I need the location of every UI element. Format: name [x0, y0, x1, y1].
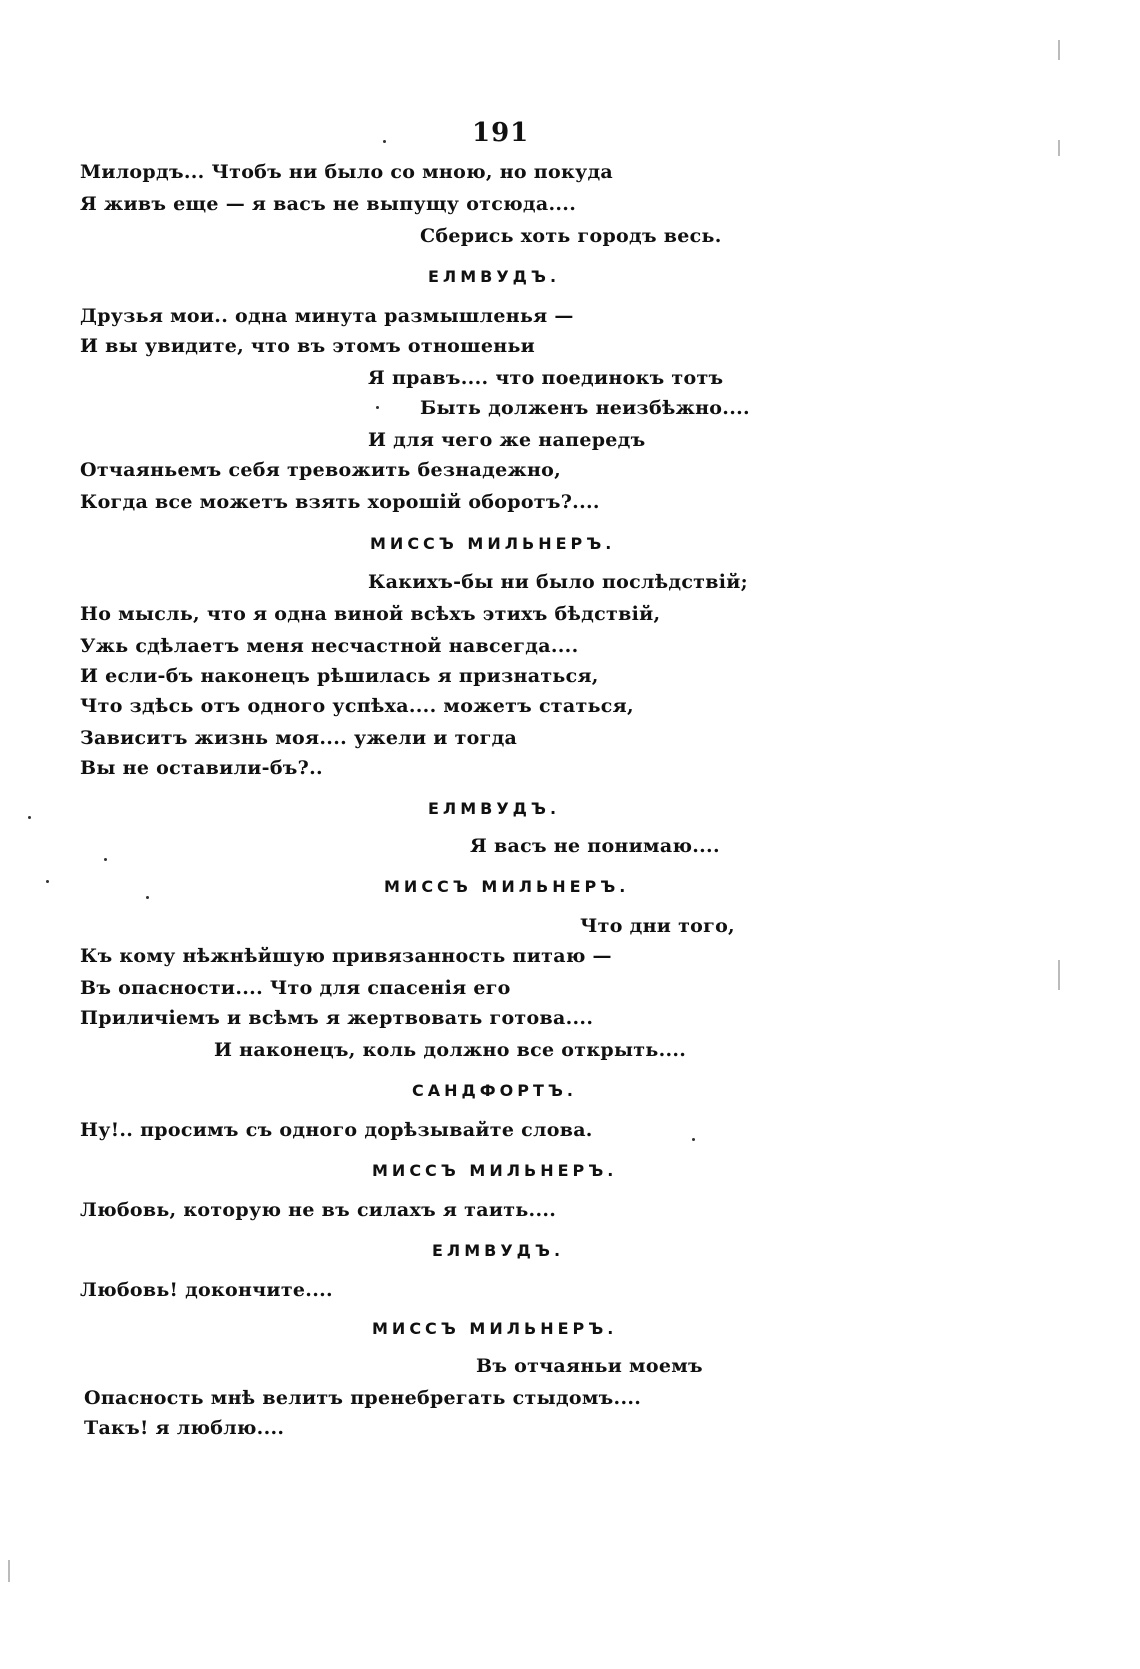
speaker-name: МИССЪ МИЛЬНЕРЪ.: [372, 1161, 618, 1180]
verse-line: И вы увидите, что въ этомъ отношеньи: [80, 335, 536, 357]
speaker-name: МИССЪ МИЛЬНЕРЪ.: [372, 1319, 618, 1338]
verse-line: Въ опасности.... Что для спасенія его: [80, 977, 511, 999]
verse-line: Ужь сдѣлаетъ меня несчастной навсегда....: [80, 635, 579, 657]
verse-line: И наконецъ, коль должно все открыть....: [214, 1039, 687, 1061]
scan-edge-mark: [8, 1560, 10, 1582]
verse-line: Къ кому нѣжнѣйшую привязанность питаю —: [80, 945, 612, 967]
ink-speck: [383, 140, 386, 143]
verse-line: Какихъ-бы ни было послѣдствій;: [368, 571, 748, 593]
verse-line: Опасность мнѣ велитъ пренебрегать стыдомъ....: [84, 1387, 642, 1409]
verse-line: Милордъ... Чтобъ ни было со мною, но покуда: [80, 161, 614, 183]
verse-line: Что дни того,: [580, 915, 735, 937]
verse-line: Такъ! я люблю....: [84, 1417, 285, 1439]
verse-line: Быть долженъ неизбѣжно....: [420, 397, 750, 419]
verse-line: Что здѣсь отъ одного успѣха.... можетъ статься,: [80, 695, 634, 717]
verse-line: Зависитъ жизнь моя.... ужели и тогда: [80, 727, 518, 749]
verse-line: Любовь! докончите....: [80, 1279, 333, 1301]
ink-speck: [376, 406, 379, 409]
verse-line: Ну!.. просимъ съ одного дорѣзывайте слова.: [80, 1119, 593, 1141]
verse-line: Сберись хоть городъ весь.: [420, 225, 722, 247]
verse-line: Я правъ.... что поединокъ тотъ: [368, 367, 724, 389]
speaker-name: ЕЛМВУДЪ.: [428, 799, 561, 818]
ink-speck: [692, 1138, 695, 1141]
speaker-name: МИССЪ МИЛЬНЕРЪ.: [384, 877, 630, 896]
verse-line: Вы не оставили-бъ?..: [80, 757, 323, 779]
speaker-name: ЕЛМВУДЪ.: [428, 267, 561, 286]
verse-line: Друзья мои.. одна минута размышленья —: [80, 305, 574, 327]
scan-edge-mark: [1058, 960, 1060, 990]
verse-line: Я васъ не понимаю....: [470, 835, 720, 857]
speaker-name: ЕЛМВУДЪ.: [432, 1241, 565, 1260]
speaker-name: САНДФОРТЪ.: [412, 1081, 577, 1100]
ink-speck: [146, 896, 149, 899]
verse-line: Но мысль, что я одна виной всѣхъ этихъ бѣдствій,: [80, 603, 661, 625]
verse-line: Любовь, которую не въ силахъ я таить....: [80, 1199, 557, 1221]
verse-line: Въ отчаяньи моемъ: [476, 1355, 703, 1377]
ink-speck: [46, 880, 49, 883]
ink-speck: [28, 816, 31, 819]
ink-speck: [104, 858, 107, 861]
verse-line: Приличіемъ и всѣмъ я жертвовать готова....: [80, 1007, 594, 1029]
verse-line: Когда все можетъ взять хорошій оборотъ?....: [80, 491, 600, 513]
verse-line: И если-бъ наконецъ рѣшилась я признаться,: [80, 665, 599, 687]
speaker-name: МИССЪ МИЛЬНЕРЪ.: [370, 534, 616, 553]
scan-edge-mark: [1058, 40, 1060, 60]
verse-line: Отчаяньемъ себя тревожить безнадежно,: [80, 459, 562, 481]
verse-line: Я живъ еще — я васъ не выпущу отсюда....: [80, 193, 577, 215]
scan-edge-mark: [1058, 140, 1060, 156]
verse-line: И для чего же напередъ: [368, 429, 646, 451]
page-number: 191: [472, 118, 530, 148]
